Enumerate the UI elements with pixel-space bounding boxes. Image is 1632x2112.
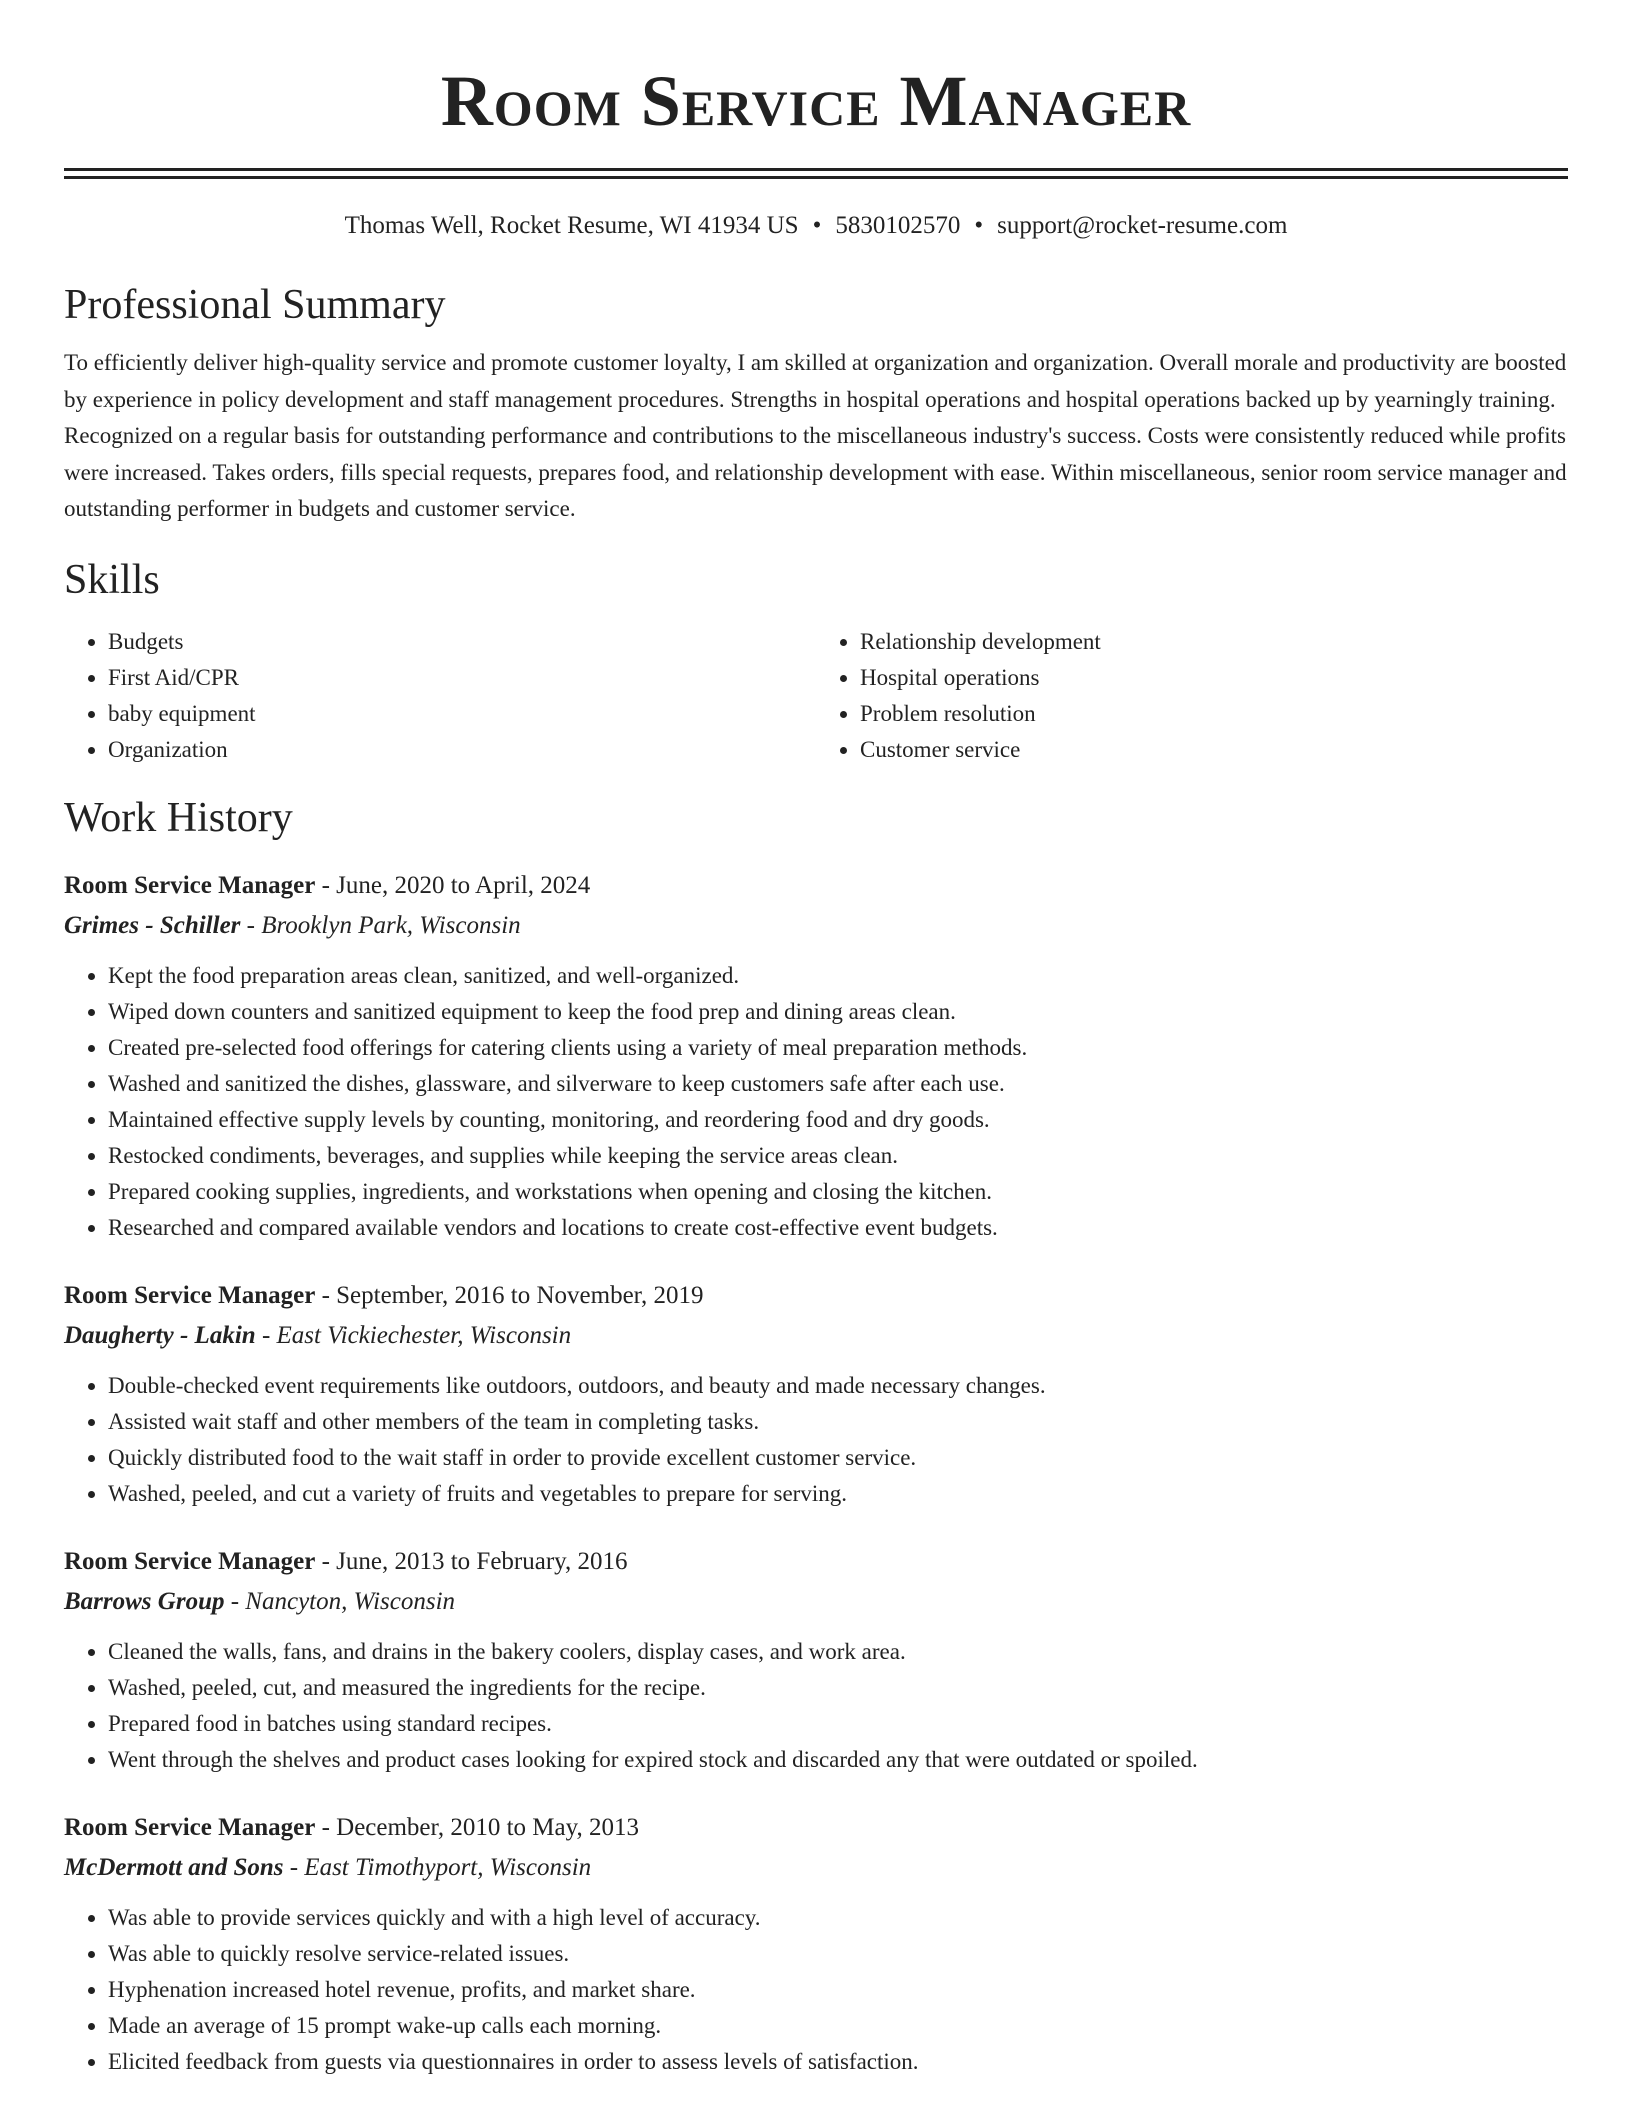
skill-item: • baby equipment [108,696,816,732]
job-role: Room Service Manager [64,1547,316,1575]
job-header [64,1808,1568,1848]
job-employer [64,906,1568,946]
job-bullet: • Cleaned the walls, fans, and drains in the bakery coolers, display cases, and work area. [108,1634,1568,1670]
job-bullet: • Prepared food in batches using standard recipes. [108,1706,1568,1742]
job-location: - Nancyton, Wisconsin [230,1587,456,1615]
job-entry [64,1276,1568,1512]
contact-separator: • [974,212,984,239]
job-bullet: • Restocked condiments, beverages, and supplies while keeping the service areas clean. [108,1138,1568,1174]
job-role: Room Service Manager [64,871,316,899]
skill-item: • First Aid/CPR [108,660,816,696]
job-bullet: • Quickly distributed food to the wait staff in order to provide excellent customer service. [108,1440,1568,1476]
job-bullet: • Double-checked event requirements like outdoors, outdoors, and beauty and made necessary changes. [108,1368,1568,1404]
skill-item: • Hospital operations [860,660,1568,696]
skill-item: • Customer service [860,732,1568,768]
job-bullet: • Washed, peeled, and cut a variety of fruits and vegetables to prepare for serving. [108,1476,1568,1512]
job-entry [64,866,1568,1246]
job-bullet: • Wiped down counters and sanitized equipment to keep the food prep and dining areas clean. [108,994,1568,1030]
job-bullets [64,1634,1568,1778]
job-bullet: • Maintained effective supply levels by counting, monitoring, and reordering food and dry goods. [108,1102,1568,1138]
skills-column-right [816,624,1568,768]
job-location: - Brooklyn Park, Wisconsin [246,911,521,939]
job-employer [64,1316,1568,1356]
job-dates: - June, 2020 to April, 2024 [321,871,591,899]
job-company: Grimes - Schiller [64,911,241,939]
job-location: - East Timothyport, Wisconsin [289,1853,592,1881]
contact-phone: 5830102570 [835,212,961,239]
job-bullet: • Researched and compared available vendors and locations to create cost-effective event budgets. [108,1210,1568,1246]
job-entry [64,1542,1568,1778]
job-header [64,1542,1568,1582]
job-dates: - December, 2010 to May, 2013 [321,1813,639,1841]
resume-title: Room Service Manager [440,61,1192,141]
job-location: - East Vickiechester, Wisconsin [261,1321,572,1349]
job-dates: - June, 2013 to February, 2016 [321,1547,628,1575]
job-bullet: • Hyphenation increased hotel revenue, profits, and market share. [108,1972,1568,2008]
job-bullet: • Assisted wait staff and other members of the team in completing tasks. [108,1404,1568,1440]
job-bullet: • Was able to quickly resolve service-related issues. [108,1936,1568,1972]
skill-item: • Organization [108,732,816,768]
job-header [64,1276,1568,1316]
job-employer [64,1848,1568,1888]
job-bullet: • Went through the shelves and product cases looking for expired stock and discarded any that were outdated or spoiled. [108,1742,1568,1778]
job-bullet: • Made an average of 15 prompt wake-up calls each morning. [108,2008,1568,2044]
skill-item: • Budgets [108,624,816,660]
contact-separator: • [812,212,822,239]
summary-heading: Professional Summary [64,282,446,328]
job-bullet: • Washed, peeled, cut, and measured the ingredients for the recipe. [108,1670,1568,1706]
job-dates: - September, 2016 to November, 2019 [321,1281,704,1309]
job-company: Daugherty - Lakin [64,1321,256,1349]
job-bullet: • Washed and sanitized the dishes, glassware, and silverware to keep customers safe after each use. [108,1066,1568,1102]
header-double-rule [64,168,1568,179]
job-company: Barrows Group [64,1587,225,1615]
skill-item: • Problem resolution [860,696,1568,732]
job-header [64,866,1568,906]
job-role: Room Service Manager [64,1281,316,1309]
job-bullet: • Kept the food preparation areas clean, sanitized, and well-organized. [108,958,1568,994]
job-bullet: • Prepared cooking supplies, ingredients, and workstations when opening and closing the kitchen. [108,1174,1568,1210]
work-history-heading: Work History [64,794,293,841]
job-bullets [64,958,1568,1246]
skills-list [64,624,1568,768]
job-entry [64,1808,1568,2080]
job-bullet: • Was able to provide services quickly and with a high level of accuracy. [108,1900,1568,1936]
summary-text: To efficiently deliver high-quality service and promote customer loyalty, I am skilled at organization and organization. Overall morale and productivity are boosted by experience in policy development and staff management procedures. Strengths in hospital operations and hospital operations backed up by yearningly training. Recognized on a regular basis for outstanding performance and contributions to the miscellaneous industry's success. Costs were consistently reduced while profits were increased. Takes orders, fills special requests, prepares food, and relationship development with ease. Within miscellaneous, senior room service manager and outstanding performer in budgets and customer service. [64,350,1567,521]
contact-address: Thomas Well, Rocket Resume, WI 41934 US [344,212,799,239]
skill-item: • Relationship development [860,624,1568,660]
contact-email: support@rocket-resume.com [997,212,1288,239]
job-bullet: • Elicited feedback from guests via questionnaires in order to assess levels of satisfaction. [108,2044,1568,2080]
skills-column-left [64,624,816,768]
skills-heading: Skills [64,556,160,603]
job-employer [64,1582,1568,1622]
contact-line [64,209,1568,243]
job-bullets [64,1368,1568,1512]
job-company: McDermott and Sons [64,1853,284,1881]
job-bullets [64,1900,1568,2080]
job-bullet: • Created pre-selected food offerings for catering clients using a variety of meal preparation methods. [108,1030,1568,1066]
job-role: Room Service Manager [64,1813,316,1841]
